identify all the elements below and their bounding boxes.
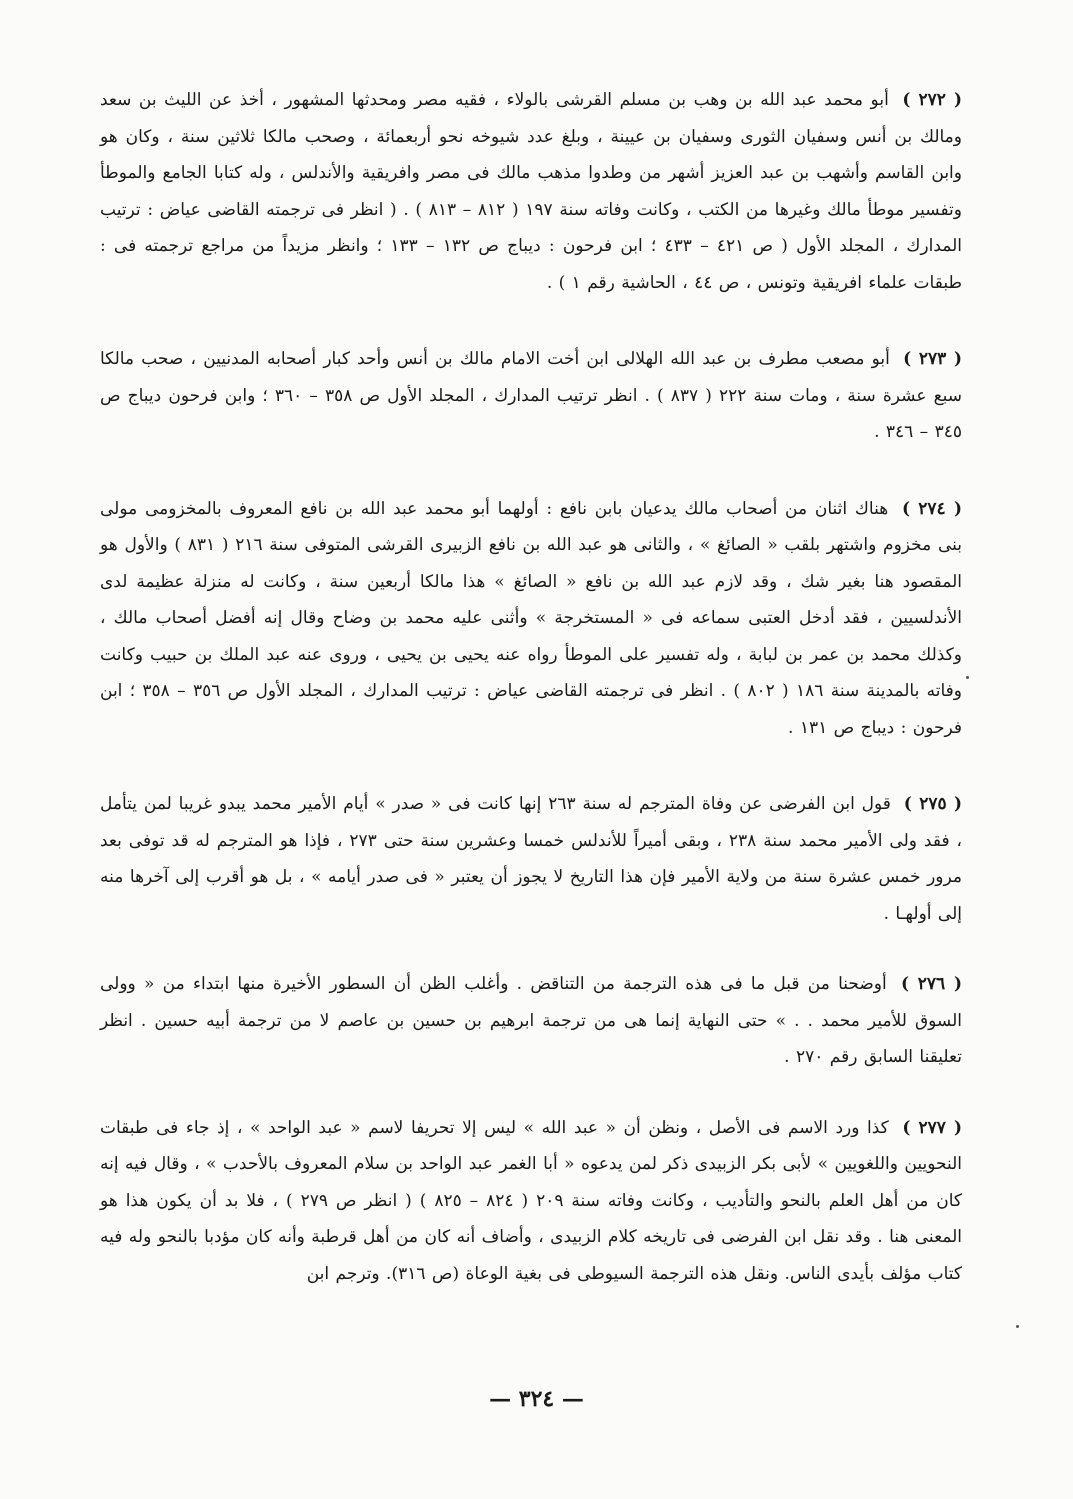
footnote-text: أبو محمد عبد الله بن وهب بن مسلم القرشى بالولاء ، فقيه مصر ومحدثها المشهور ، أخذ عن الليث بن سعد ومالك بن أنس وسفيان الثورى وسفيان بن عيينة ، وبلغ عدد شيوخه نحو أربعمائة ، وصحب مالكا ثلاثين سنة ، وكان هو وابن القاسم وأشهب بن عبد العزيز أشهر من وطدوا مذهب مالك فى مصر وافريقية والأندلس ، وله كتابا الجامع والموطأ وتفسير موطأ مالك وغيرها من الكتب ، وكانت وفاته سنة ١٩٧ ( ٨١٢ – ٨١٣ ) . ( انظر فى ترجمته القاضى عياض : ترتيب المدارك ، المجلد الأول ( ص ٤٢١ – ٤٣٣ ؛ ابن فرحون : ديباج ص ١٣٢ – ١٣٣ ؛ وانظر مزيداً من مراجع ترجمته فى : طبقات علماء افريقية وتونس ، ص ٤٤ ، الحاشية رقم ١ ) . [100,90,963,293]
footnote-text: قول ابن الفرضى عن وفاة المترجم له سنة ٢٦٣ إنها كانت فى « صدر » أيام الأمير محمد يبدو غريبا لمن يتأمل ، فقد ولى الأمير محمد سنة ٢٣٨ ، وبقى أميراً للأندلس خمسا وعشرين سنة حتى ٢٧٣ ، فإذا هو المترجم له قد توفى بعد مرور خمس عشرة سنة من ولاية الأمير فإن هذا التاريخ لا يجوز أن يعتبر « فى صدر أيامه » ، بل هو أقرب إلى آخرها منه إلى أولهـا . [100,794,963,924]
footnote-text: هناك اثنان من أصحاب مالك يدعيان بابن نافع : أولهما أبو محمد عبد الله بن نافع المعروف بالمخزومى مولى بنى مخزوم واشتهر بلقب « الصائغ » ، والثانى هو عبد الله بن نافع الزبيرى القرشى المتوفى سنة ٢١٦ ( ٨٣١ ) والأول هو المقصود هنا بغير شك ، وقد لازم عبد الله بن نافع « الصائغ » هذا مالكا أربعين سنة ، وكانت له منزلة عظيمة لدى الأندلسيين ، فقد أدخل العتبى سماعه فى « المستخرجة » وأثنى عليه محمد بن وضاح وقال إنه أفضل أصحاب مالك ، وكذلك محمد بن عمر بن لبابة ، وله تفسير على الموطأ رواه عنه يحيى بن يحيى ، وروى عنه عبد الملك بن حبيب وكانت وفاته بالمدينة سنة ١٨٦ ( ٨٠٢ ) . انظر فى ترجمته القاضى عياض : ترتيب المدارك ، المجلد الأول ص ٣٥٦ – ٣٥٨ ؛ ابن فرحون : ديباج ص ١٣١ . [100,498,962,738]
footnote-272 [100,82,962,301]
footnote-number: ( ٢٧٣ ) [903,349,962,369]
footnote-number: ( ٢٧٢ ) [902,90,963,110]
footnote-number: ( ٢٧٧ ) [902,1117,962,1138]
footnote-276 [100,966,962,1076]
footnote-number: ( ٢٧٤ ) [901,498,962,519]
footnote-274 [100,491,962,747]
footnote-275 [100,786,962,932]
footnote-number: ( ٢٧٥ ) [903,794,963,814]
footnotes-body [100,82,962,1292]
footnote-273 [100,341,962,451]
footnote-277 [100,1110,962,1293]
footnote-number: ( ٢٧٦ ) [900,974,962,994]
page-number: — ٣٢٤ — [489,1386,584,1412]
scan-speck [1016,1325,1019,1328]
footnote-text: أبو مصعب مطرف بن عبد الله الهلالى ابن أخت الامام مالك بن أنس وأحد كبار أصحابه المدنيين ، صحب مالكا سبع عشرة سنة ، ومات سنة ٢٢٢ ( ٨٣٧ ) . انظر ترتيب المدارك ، المجلد الأول ص ٣٥٨ – ٣٦٠ ؛ وابن فرحون ديباج ص ٣٤٥ – ٣٤٦ . [100,349,962,442]
footnote-text: كذا ورد الاسم فى الأصل ، ونظن أن « عبد الله » ليس إلا تحريفا لاسم « عبد الواحد » ، إذ جاء فى طبقات النحويين واللغويين » لأبى بكر الزبيدى ذكر لمن يدعوه « أبا الغمر عبد الواحد بن سلام المعروف بالأحدب » ، وقال فيه إنه كان من أهل العلم بالنحو والتأديب ، وكانت وفاته سنة ٢٠٩ ( ٨٢٤ – ٨٢٥ ) ( انظر ص ٢٧٩ ) ، فلا بد أن يكون هذا هو المعنى هنا . وقد نقل ابن الفرضى فى تاريخه كلام الزبيدى ، وأضاف أنه كان من أهل قرطبة وأنه كان مؤدبا بالنحو وله فيه كتاب مؤلف بأيدى الناس. ونقل هذه الترجمة السيوطى فى بغية الوعاة (ص ٣١٦). وترجم ابن [100,1117,962,1284]
scan-speck [966,676,969,679]
footnote-text: أوضحنا من قبل ما فى هذه الترجمة من التناقض . وأغلب الظن أن السطور الأخيرة منها ابتداء من « وولى السوق للأمير محمد . . » حتى النهاية إنما هى من ترجمة ابرهيم بن حسين بن عاصم لا من ترجمة أبيه حسين . انظر تعليقنا السابق رقم ٢٧٠ . [100,974,962,1067]
